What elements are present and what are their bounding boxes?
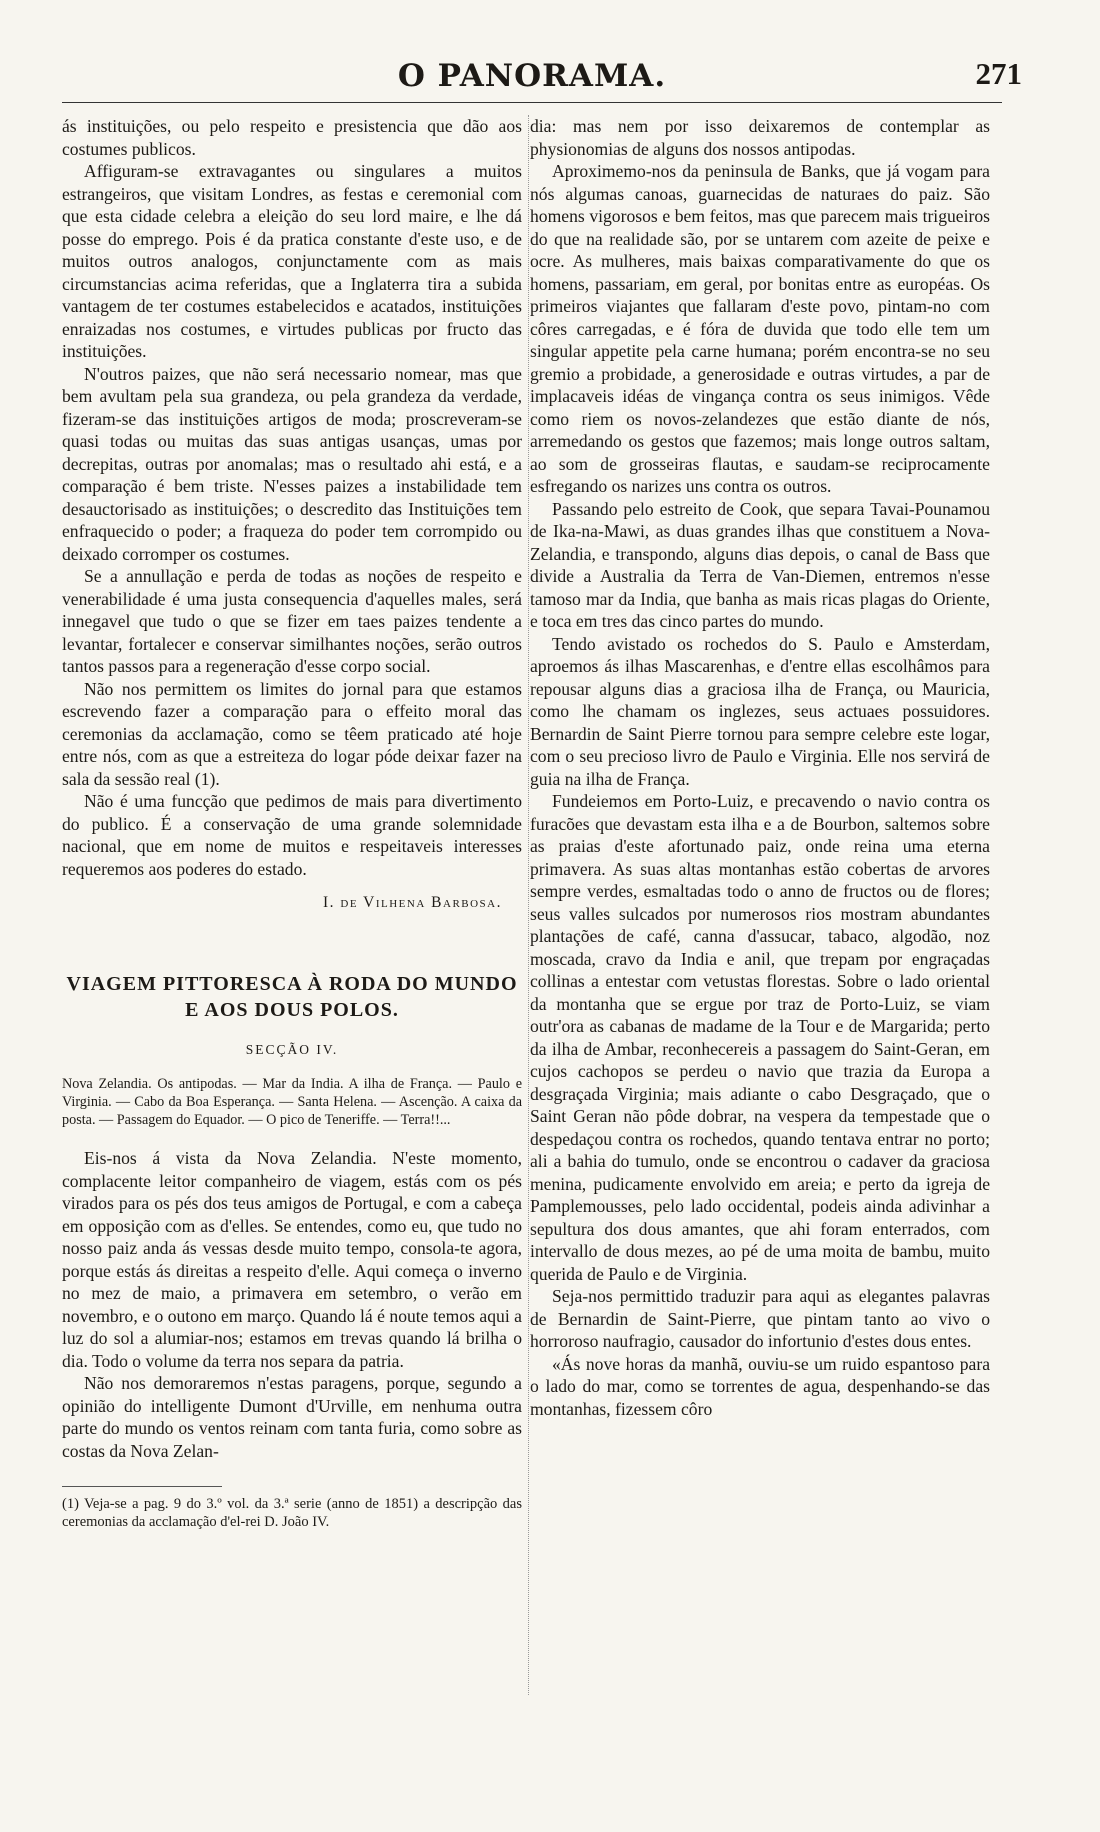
footnote-rule	[62, 1486, 222, 1487]
paragraph: Não nos permittem os limites do jornal para que estamos escrevendo fazer a comparação para o effeito moral das ceremonias da acclamação, como se têem praticado até hoje entre nós, com as que a estreiteza do logar póde deixar fazer na sala da sessão real (1).	[62, 678, 522, 789]
paragraph: N'outros paizes, que não será necessario nomear, mas que bem avultam pela sua grandeza, ou pela grandeza da verdade, fizeram-se das instituições artigos de moda; proscreveram-se quasi todas ou muitas das suas antigas usanças, umas por decrepitas, outras por anomalas; mas o resultado ahi está, e a comparação é bem triste. N'esses paizes a instabilidade tem desauctorisado as instituições; o descredito das Instituições tem enfraquecido o poder; a fraqueza do poder tem corrompido ou deixado corromper os costumes.	[62, 363, 522, 564]
paragraph: Passando pelo estreito de Cook, que separa Tavai-Pounamou de Ika-na-Mawi, as duas grandes ilhas que constituem a Nova-Zelandia, e transpondo, alguns dias depois, o canal de Bass que divide a Australia da Terra de Van-Diemen, entremos n'esse tamoso mar da India, que banha as mais ricas plagas do Oriente, e toca em tres das cinco partes do mundo.	[530, 498, 990, 631]
paragraph: Fundeiemos em Porto-Luiz, e precavendo o navio contra os furacões que devastam esta ilha e a de Bourbon, saltemos sobre as praias d'este afortunado paiz, onde reina uma eterna primavera. As suas altas montanhas estão cobertas de arvores sempre verdes, esmaltadas todo o anno de fructos ou de flores; seus valles sulcados por numerosos rios mostram abundantes plantações de café, canna d'assucar, tabaco, algodão, noz moscada, cravo da India e anil, que trepam por engraçadas collinas a entestar com vetustas florestas. Sobre o lado oriental da montanha que se ergue por traz de Porto-Luiz, se viam outr'ora as cabanas de madame de la Tour e de Margarida; perto da ilha de Ambar, reconhecereis a passagem do Saint-Geran, em cujos cachopos se perdeu o navio que trazia da Europa a desgraçada Virginia; mais adiante o cabo Desgraçado, que o Saint Geran não pôde dobrar, na vespera da tempestade que o despedaçou contra os rochedos, quando tentava entrar no porto; ali a bahia do tumulo, onde se encontrou o cadaver da graciosa menina, pudicamente envolvido em areia; e perto da igreja de Pamplemousses, pelo lado occidental, podeis ainda adivinhar a sepultura dos dous amantes, que ahi foram enterrados, com intervallo de dous mezes, ao pé de uma moita de bambu, muito querida de Paulo e de Virginia.	[530, 791, 990, 1284]
author-signature: I. de Vilhena Barbosa.	[322, 894, 502, 911]
section-summary: Nova Zelandia. Os antipodas. — Mar da India. A ilha de França. — Paulo e Virginia. — Cabo da Boa Esperança. — Santa Helena. — Ascenção. A caixa da posta. — Passagem do Equador. — O pico de Teneriffe. — Terra!!...	[62, 1076, 522, 1128]
page-header	[62, 56, 1022, 108]
paragraph: Eis-nos á vista da Nova Zelandia. N'este momento, complacente leitor companheiro de viagem, estás com os pés virados para os pés dos teus amigos de Portugal, e com a cabeça em opposição com as d'elles. Se entendes, como eu, que tudo no nosso paiz anda ás vessas desde muito tempo, consola-te agora, porque estás ás direitas a respeito d'elle. Aqui começa o inverno no mez de maio, a primavera em setembro, o verão em novembro, e o outono em março. Quando lá é noute temos aqui a luz do sol a alumiar-nos; estamos em trevas quando lá brilha o dia. Todo o volume da terra nos separa da patria.	[62, 1148, 522, 1371]
section-label: SECÇÃO IV.	[245, 1041, 339, 1057]
running-title: O PANORAMA.	[397, 58, 667, 94]
paragraph: Tendo avistado os rochedos do S. Paulo e Amsterdam, aproemos ás ilhas Mascarenhas, e d'entre ellas escolhâmos para repousar alguns dias a graciosa ilha de França, ou Mauricia, como lhe chamam os inglezes, seus actuaes possuidores. Bernardin de Saint Pierre tornou para sempre celebre este logar, com o seu precioso livro de Paulo e Virginia. Elle nos servirá de guia na ilha de França.	[530, 633, 990, 789]
paragraph: Não é uma funcção que pedimos de mais para divertimento do publico. É a conservação de uma grande solemnidade nacional, que em nome de muitos e respeitaveis interesses requeremos aos poderes do estado.	[62, 791, 522, 879]
right-column	[530, 115, 990, 1420]
paragraph: Seja-nos permittido traduzir para aqui as elegantes palavras de Bernardin de Saint-Pierre, que pintam tanto ao vivo o horroroso naufragio, causador do infortunio d'estes dous entes.	[530, 1286, 990, 1351]
header-rule	[62, 102, 1002, 103]
article-title: VIAGEM PITTORESCA À RODA DO MUNDO E AOS DOUS POLOS.	[66, 972, 518, 1021]
page-number: 271	[975, 56, 1022, 91]
paragraph: ás instituições, ou pelo respeito e presistencia que dão aos costumes publicos.	[62, 116, 522, 159]
footnote: (1) Veja-se a pag. 9 do 3.º vol. da 3.ª serie (anno de 1851) a descripção das ceremonias da acclamação d'el-rei D. João IV.	[62, 1496, 522, 1530]
paragraph: Se a annullação e perda de todas as noções de respeito e venerabilidade é uma justa consequencia d'aquelles males, será innegavel que tudo o que se fizer em taes paizes tendente a levantar, fortalecer e conservar similhantes noções, serão outros tantos passos para a regeneração d'esse corpo social.	[62, 566, 522, 676]
paragraph: «Ás nove horas da manhã, ouviu-se um ruido espantoso para o lado do mar, como se torrentes de agua, despenhando-se das montanhas, fizessem côro	[530, 1353, 990, 1419]
paragraph: Affiguram-se extravagantes ou singulares a muitos estrangeiros, que visitam Londres, as festas e ceremonial com que esta cidade celebra a eleição do seu lord maire, e lhe dá posse do emprego. Pois é da pratica constante d'este uso, e de muitos outros analogos, conjunctamente com as mais circumstancias acima referidas, que a Inglaterra tira a subida vantagem de ter costumes estabelecidos e acatados, instituições enraizadas nos costumes, e virtudes publicas por fructo das instituições.	[62, 161, 522, 361]
left-column	[62, 115, 522, 1531]
paragraph: Aproximemo-nos da peninsula de Banks, que já vogam para nós algumas canoas, guarnecidas de naturaes do paiz. São homens vigorosos e bem feitos, mas que parecem mais trigueiros do que na realidade são, por se untarem com azeite de peixe e ocre. As mulheres, mais baixas comparativamente do que os homens, passariam, em geral, por bonitas entre as européas. Os primeiros viajantes que fallaram d'este povo, pintam-no com côres carregadas, e é fóra de duvida que todo elle tem um singular appetite pela carne humana; porém encontra-se no seu gremio a probidade, a generosidade e outras virtudes, a par de implacaveis idéas de vingança contra os seus inimigos. Vêde como riem os novos-zelandezes que estão diante de nós, arremedando os gestos que fazemos; mais longe outros saltam, ao som de grosseiras flautas, e saudam-se reciprocamente esfregando os narizes uns contra os outros.	[530, 161, 990, 496]
column-divider	[528, 115, 529, 1695]
paragraph: dia: mas nem por isso deixaremos de contemplar as physionomias de alguns dos nossos antipodas.	[530, 116, 990, 159]
paragraph: Não nos demoraremos n'estas paragens, porque, segundo a opinião do intelligente Dumont d'Urville, em nenhuma outra parte do mundo os ventos reinam com tanta furia, como sobre as costas da Nova Zelan-	[62, 1373, 522, 1461]
